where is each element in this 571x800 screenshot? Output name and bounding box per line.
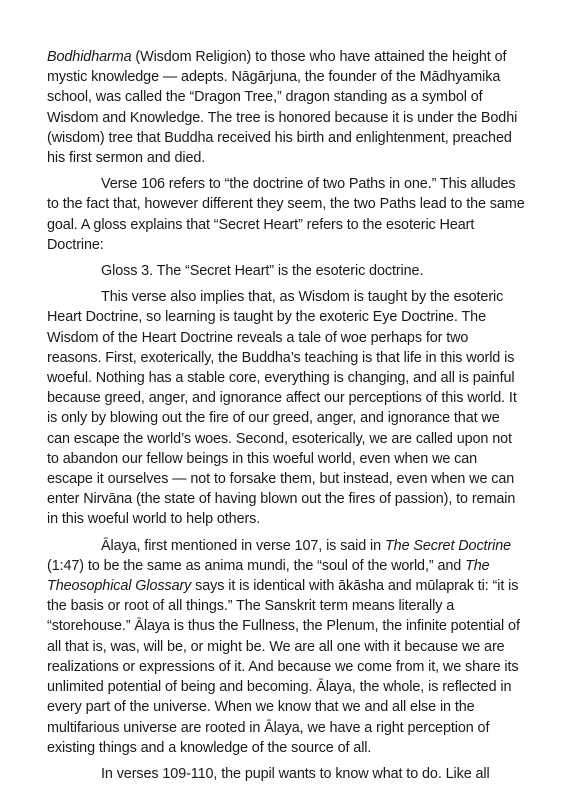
text-run: says it is identical with ākāsha and mūlaprak ti: “it is the basis or root of all things.” The Sanskrit term means literally a “storehouse.” Ālaya is thus the Fullness, the Plenum, the infinite potential of all that is, was, will be, or might be. We are all one with it because we are realizations or expressions of it. And because we come from it, we share its unlimited potential of being and becoming. Ālaya, the whole, is reflected in every part of the universe. When we know that we and all else in the multifarious universe are rooted in Ālaya, we have a right perception of existing things and a knowledge of the source of all. (47, 578, 520, 756)
document-page (47, 47, 525, 790)
paragraph-bodhidharma (47, 47, 525, 168)
text-run: This verse also implies that, as Wisdom is taught by the esoteric Heart Doctrine, so learning is taught by the exoteric Eye Doctrine. The Wisdom of the Heart Doctrine reveals a tale of woe perhaps for two reasons. First, exoterically, the Buddha’s teaching is that life in this world is woeful. Nothing has a stable core, everything is changing, and all is painful because greed, anger, and ignorance affect our perceptions of this world. It is only by blowing out the fire of our greed, anger, and ignorance that we can escape the world’s woes. Second, esoterically, we are called upon not to abandon our fellow beings in this woeful world, even when we can escape it ourselves — not to forsake them, but instead, even when we can enter Nirvāna (the state of having blown out the fires of passion), to remain in this woeful world to help others. (47, 289, 517, 528)
text-run: (Wisdom Religion) to those who have attained the height of mystic knowledge — adepts. Nāgārjuna, the founder of the Mādhyamika school, was called the “Dragon Tree,” dragon standing as a symbol of Wisdom and Knowledge. The tree is honored because it is under the Bodhi (wisdom) tree that Buddha received his birth and enlightenment, preached his first sermon and died. (47, 49, 518, 167)
italic-run: Bodhidharma (47, 49, 132, 65)
paragraph-verses-109-110 (47, 764, 525, 784)
paragraph-alaya (47, 536, 525, 758)
paragraph-gloss-3 (47, 261, 525, 281)
paragraph-verse-106 (47, 174, 525, 255)
italic-run: The Theosophical Glossary (47, 557, 490, 595)
paragraph-heart-doctrine (47, 287, 525, 529)
text-run: Verse 106 refers to “the doctrine of two Paths in one.” This alludes to the fact that, however different they seem, the two Paths lead to the same goal. A gloss explains that “Secret Heart” refers to the esoteric Heart Doctrine: (47, 176, 525, 253)
text-run: (1:47) to be the same as anima mundi, the “soul of the world,” and (47, 557, 466, 574)
text-run: Gloss 3. The “Secret Heart” is the esoteric doctrine. (101, 263, 424, 280)
text-run: Ālaya, first mentioned in verse 107, is said in (101, 537, 385, 554)
text-run: In verses 109-110, the pupil wants to know what to do. Like all (101, 765, 490, 782)
italic-run: The Secret Doctrine (384, 537, 512, 554)
